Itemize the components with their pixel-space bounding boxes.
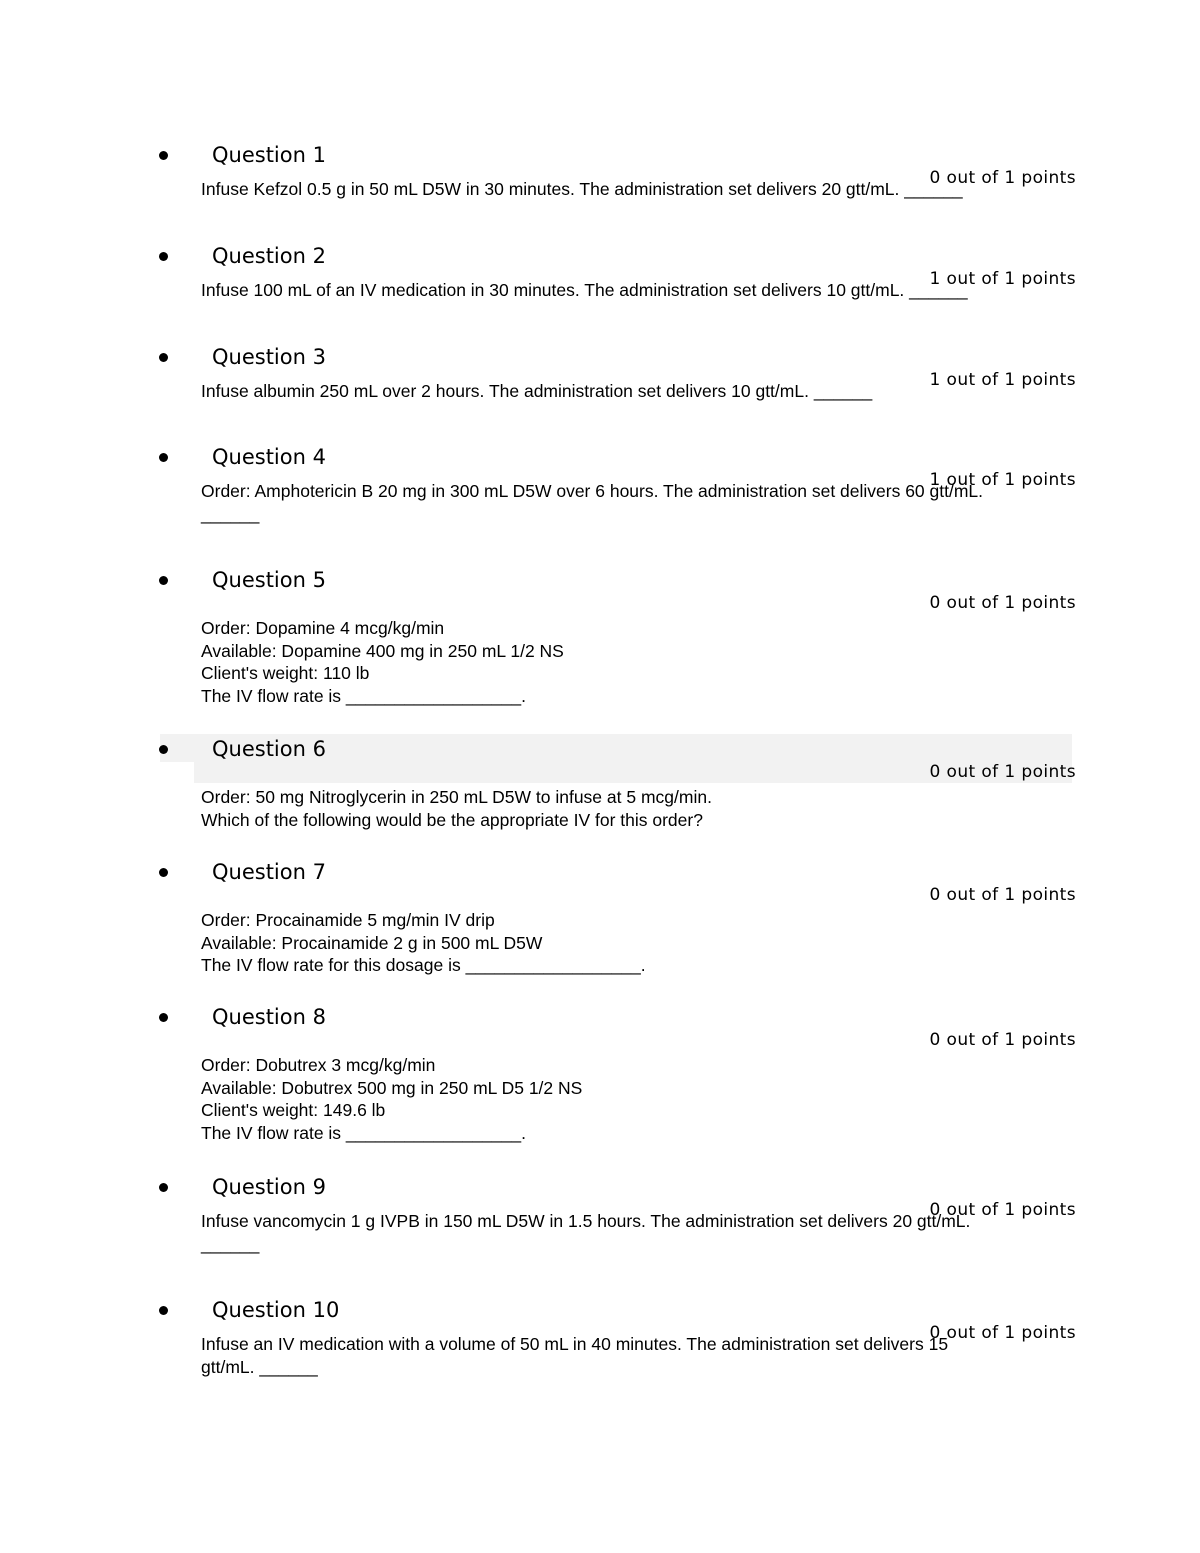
question-text-line: Order: Dobutrex 3 mcg/kg/min [201, 1055, 436, 1075]
question-text-line: ______ [201, 1233, 260, 1254]
question-title: Question 7 [212, 860, 326, 884]
question-text-line: ______ [201, 503, 260, 524]
question-points: 1 out of 1 points [929, 269, 1076, 289]
question-points: 0 out of 1 points [929, 762, 1076, 782]
question-text [201, 1333, 1081, 1378]
question-text-line: Infuse an IV medication with a volume of 50 mL in 40 minutes. The administration set delivers 15 [201, 1334, 949, 1354]
bullet-icon [159, 1306, 168, 1315]
question-text-line: Infuse albumin 250 mL over 2 hours. The administration set delivers 10 gtt/mL. ______ [201, 381, 873, 401]
question-text [201, 1210, 1081, 1255]
question-text-line: Client's weight: 149.6 lb [201, 1100, 386, 1121]
question-text-line: Infuse Kefzol 0.5 g in 50 mL D5W in 30 minutes. The administration set delivers 20 gtt/mL. ______ [201, 179, 963, 199]
question-title: Question 8 [212, 1005, 326, 1029]
question-text [201, 480, 1081, 525]
question-title: Question 1 [212, 143, 326, 167]
question-text [201, 909, 1081, 977]
question-title: Question 9 [212, 1175, 326, 1199]
bullet-icon [159, 1013, 168, 1022]
question-text [201, 380, 1081, 403]
question-points: 0 out of 1 points [929, 1030, 1076, 1050]
question-text [201, 786, 1081, 831]
question-points: 0 out of 1 points [929, 168, 1076, 188]
bullet-icon [159, 576, 168, 585]
question-text-line: Available: Dopamine 400 mg in 250 mL 1/2 NS [201, 640, 564, 661]
question-title: Question 4 [212, 445, 326, 469]
question-text-line: Which of the following would be the appropriate IV for this order? [201, 809, 703, 830]
question-text-line: Client's weight: 110 lb [201, 663, 370, 684]
question-text-line: Available: Dobutrex 500 mg in 250 mL D5 1/2 NS [201, 1077, 583, 1098]
question-title: Question 10 [212, 1298, 340, 1322]
question-text-line: Order: Dopamine 4 mcg/kg/min [201, 618, 445, 638]
bullet-icon [159, 453, 168, 462]
question-text-line: Order: Amphotericin B 20 mg in 300 mL D5W over 6 hours. The administration set delivers 60 gtt/mL. [201, 481, 984, 501]
bullet-icon [159, 252, 168, 261]
bullet-icon [159, 151, 168, 160]
question-text-line: The IV flow rate is __________________. [201, 1123, 526, 1144]
question-points: 1 out of 1 points [929, 470, 1076, 490]
question-title: Question 2 [212, 244, 326, 268]
question-text-line: The IV flow rate for this dosage is __________________. [201, 955, 646, 976]
question-text-line: Order: Procainamide 5 mg/min IV drip [201, 910, 495, 930]
question-text-line: The IV flow rate is __________________. [201, 686, 526, 707]
question-points: 1 out of 1 points [929, 370, 1076, 390]
question-text [201, 617, 1081, 708]
question-text-line: Infuse 100 mL of an IV medication in 30 minutes. The administration set delivers 10 gtt/mL. ______ [201, 280, 968, 300]
question-points: 0 out of 1 points [929, 1200, 1076, 1220]
question-title: Question 6 [212, 737, 326, 761]
bullet-icon [159, 868, 168, 877]
question-text-line: Infuse vancomycin 1 g IVPB in 150 mL D5W in 1.5 hours. The administration set delivers 20 gtt/mL. [201, 1211, 971, 1231]
bullet-icon [159, 1183, 168, 1192]
question-text [201, 1054, 1081, 1145]
bullet-icon [159, 353, 168, 362]
question-text-line: Order: 50 mg Nitroglycerin in 250 mL D5W to infuse at 5 mcg/min. [201, 787, 712, 807]
question-text [201, 279, 1081, 302]
question-text [201, 178, 1081, 201]
question-text-line: Available: Procainamide 2 g in 500 mL D5W [201, 932, 543, 953]
question-text-line: gtt/mL. ______ [201, 1356, 318, 1377]
question-title: Question 3 [212, 345, 326, 369]
question-points: 0 out of 1 points [929, 1323, 1076, 1343]
question-points: 0 out of 1 points [929, 885, 1076, 905]
question-title: Question 5 [212, 568, 326, 592]
bullet-icon [159, 745, 168, 754]
question-points: 0 out of 1 points [929, 593, 1076, 613]
